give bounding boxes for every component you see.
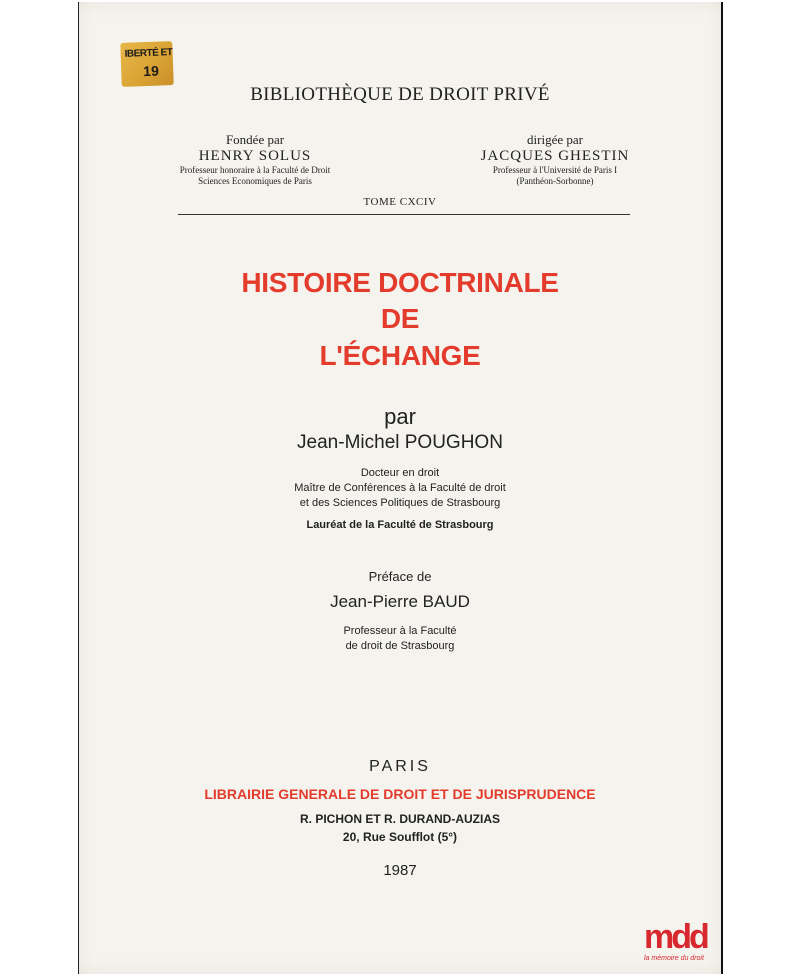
logo-mark: mdd	[644, 918, 707, 956]
author-credential-1: Docteur en droit	[360, 467, 440, 479]
author-credential-2: Maître de Conférences à la Faculté de droit	[294, 482, 506, 494]
book-title-line3: L'ÉCHANGE	[319, 340, 481, 371]
author-award: Lauréat de la Faculté de Strasbourg	[306, 519, 494, 531]
publisher-city: PARIS	[369, 758, 431, 775]
preface-author: Jean-Pierre BAUD	[330, 592, 470, 611]
publisher-line1: R. PICHON ET R. DURAND-AUZIAS	[300, 812, 500, 826]
preface-credential-1: Professeur à la Faculté	[343, 625, 457, 637]
director-title-line1: Professeur à l'Université de Paris I	[492, 165, 618, 175]
founder-name: HENRY SOLUS	[198, 148, 312, 164]
sticker-number: 19	[142, 62, 160, 80]
publication-year: 1987	[383, 862, 417, 879]
author-name: Jean-Michel POUGHON	[297, 432, 503, 453]
watermark-logo	[644, 920, 724, 970]
director-role: dirigée par	[527, 132, 583, 147]
by-label: par	[384, 404, 416, 429]
founder-role: Fondée par	[225, 132, 285, 147]
library-sticker	[120, 41, 174, 87]
book-title-line2: DE	[380, 303, 420, 334]
preface-credential-2: de droit de Strasbourg	[345, 640, 455, 652]
director-name: JACQUES GHESTIN	[480, 148, 630, 164]
founder-title-line2: Sciences Economiques de Paris	[198, 176, 312, 186]
founder-title-line1: Professeur honoraire à la Faculté de Droit	[179, 165, 331, 175]
founder-block	[150, 133, 360, 187]
logo-tagline: la mémoire du droit	[644, 955, 704, 962]
director-title-line2: (Panthéon-Sorbonne)	[516, 176, 594, 186]
book-title-line1: HISTOIRE DOCTRINALE	[241, 267, 559, 298]
author-credential-3: et des Sciences Politiques de Strasbourg	[299, 497, 501, 509]
sticker-text: IBERTÉ ET	[124, 47, 173, 60]
tome-number: TOME CXCIV	[363, 196, 437, 208]
publisher-name: LIBRAIRIE GENERALE DE DROIT ET DE JURISPRUDENCE	[204, 786, 596, 802]
director-block	[450, 133, 660, 187]
divider-rule	[178, 214, 630, 215]
series-title: BIBLIOTHÈQUE DE DROIT PRIVÉ	[250, 84, 550, 105]
publisher-address: 20, Rue Soufflot (5°)	[342, 830, 458, 844]
preface-label: Préface de	[368, 569, 432, 584]
